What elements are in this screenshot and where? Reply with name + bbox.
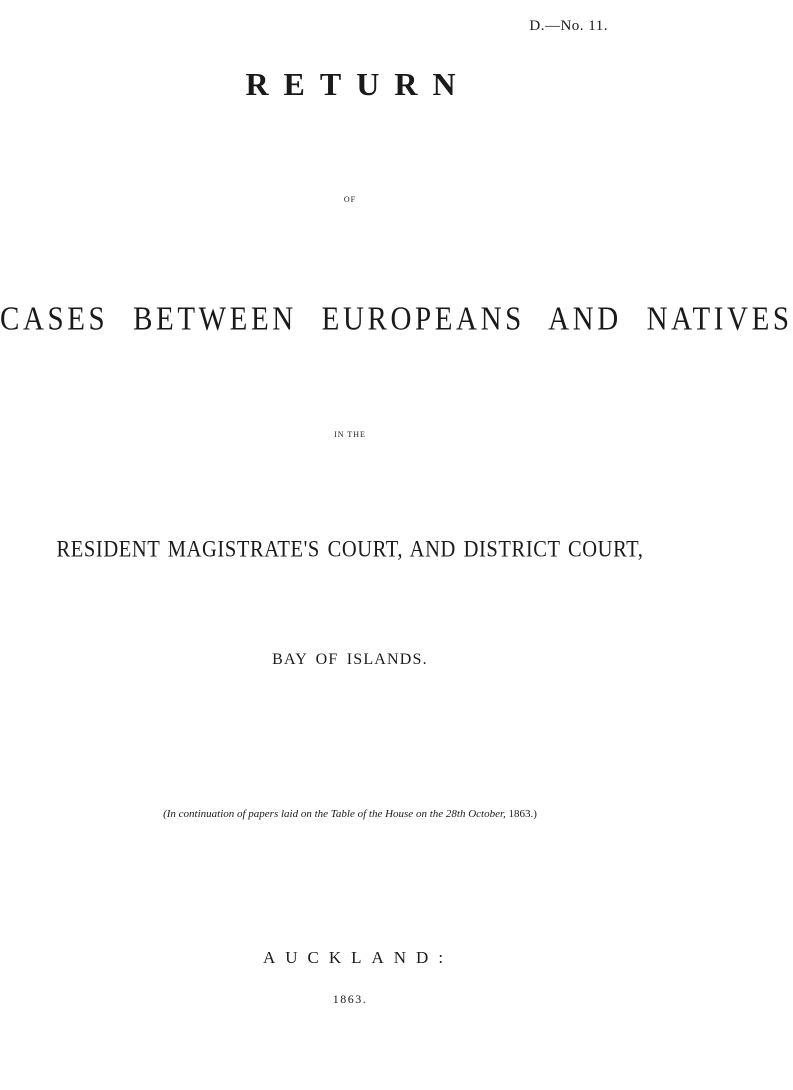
title-courts: RESIDENT MAGISTRATE'S COURT, AND DISTRICT COURT, (56, 537, 644, 563)
title-return: RETURN (245, 66, 471, 102)
continuation-note-close: .) (530, 808, 537, 820)
imprint-year: 1863. (332, 992, 368, 1006)
title-place: BAY OF ISLANDS. (272, 651, 428, 668)
continuation-note (0, 808, 700, 820)
title-subject: CASES BETWEEN EUROPEANS AND NATIVES (0, 300, 793, 338)
continuation-note-year: 1863 (508, 808, 531, 820)
document-reference: D.—No. 11. (529, 18, 608, 34)
title-in-the: IN THE (334, 430, 366, 439)
continuation-note-text: (In continuation of papers laid on the Table of the House on the 28th October, (163, 808, 509, 820)
title-of: OF (343, 195, 357, 204)
imprint-city: AUCKLAND: (262, 948, 454, 967)
